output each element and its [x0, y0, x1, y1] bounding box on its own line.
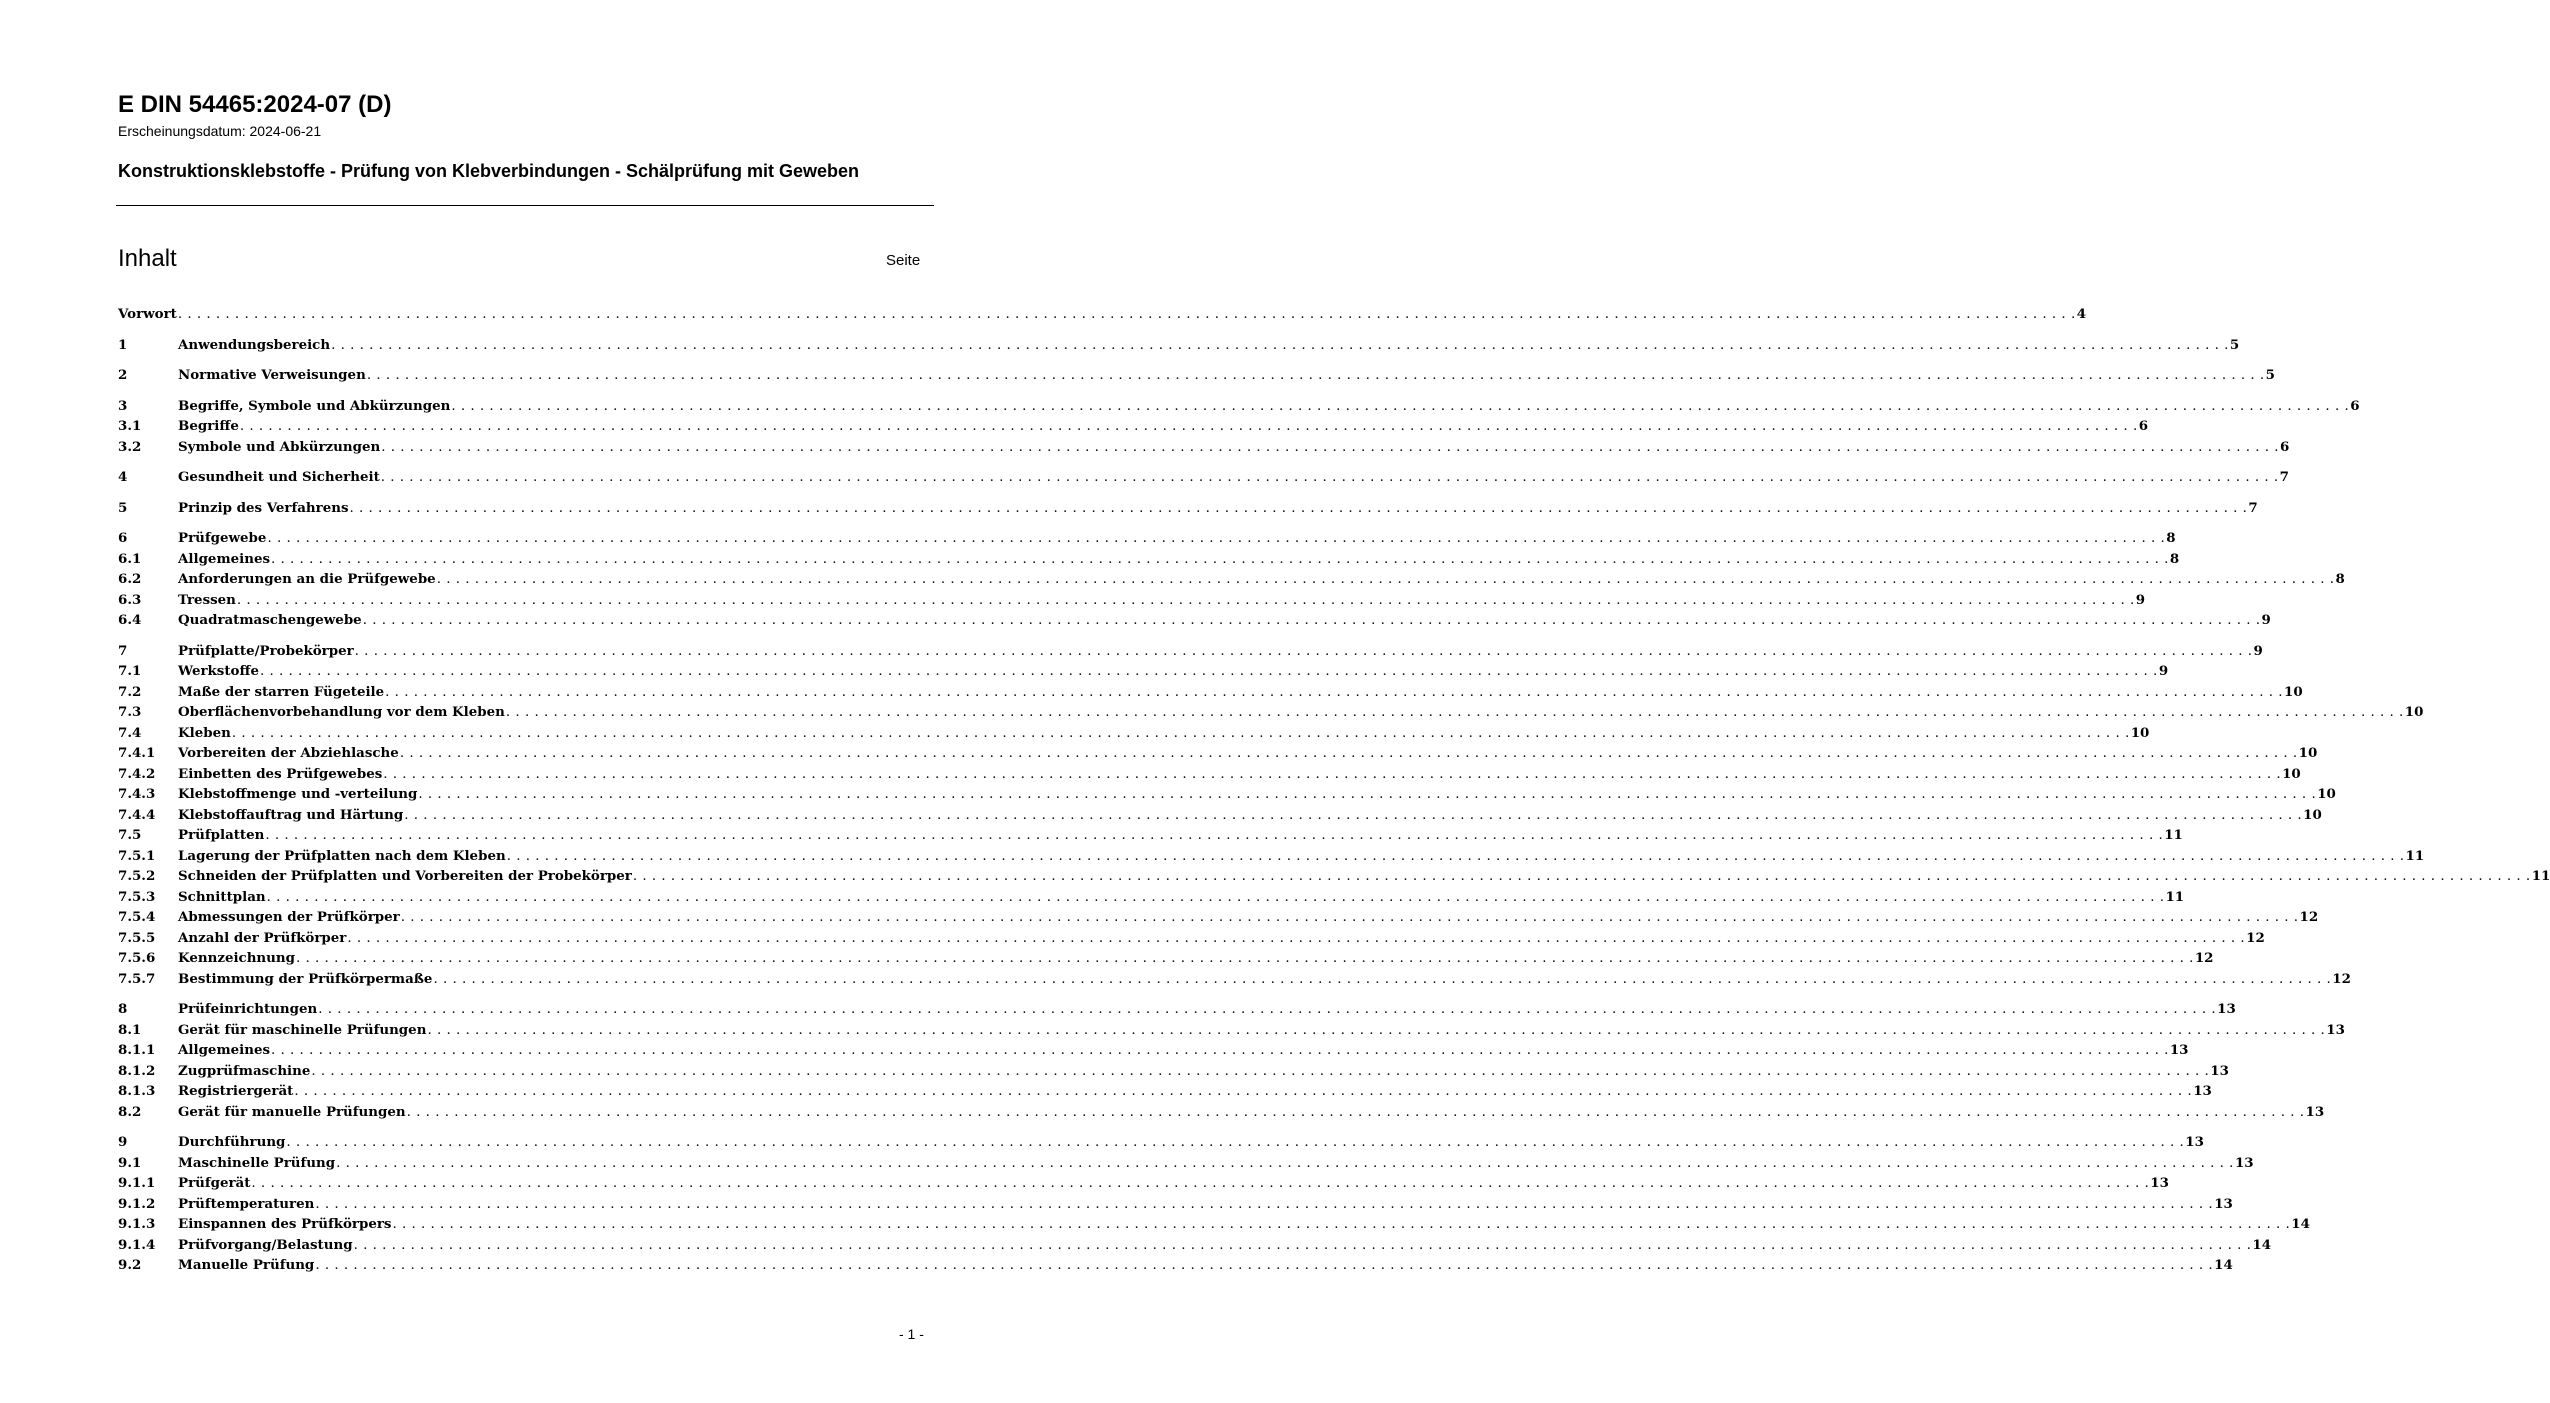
toc-entry-title: Normative Verweisungen: [178, 367, 366, 383]
toc-entry[interactable]: [118, 1173, 2169, 1194]
toc-entry[interactable]: [118, 805, 2322, 826]
toc-entry-number: 7.4.3: [118, 786, 156, 802]
toc-entry-title: Symbole und Abkürzungen: [178, 438, 381, 455]
toc-entry[interactable]: [118, 887, 2185, 908]
toc-entry-title: Klebstoffauftrag und Härtung: [178, 806, 404, 823]
toc-entry-page: 9: [2261, 612, 2271, 628]
toc-entry-title: Einbetten des Prüfgewebes: [178, 765, 383, 782]
toc-entry-number: 7.4: [118, 724, 142, 741]
toc-entry[interactable]: [118, 641, 2263, 662]
toc-entry-title: Begriffe: [178, 418, 239, 434]
toc-entry-title: Prüftemperaturen: [178, 1195, 315, 1212]
toc-entry[interactable]: [118, 784, 2336, 805]
toc-entry-number: 3.2: [118, 438, 142, 455]
toc-leader-dots: . . . . . . . . . . . . . . . . . . . . . . . . . . . . . . . . . . . . . . . . . . . . . . . . . . . . . . . . . . . . . . . . . . . . . . . . . . . . . . . . . . . . . . . . . . . . . . . . . . . . . . . . . . . . . . . . . . . . . . . . . . . . . . . . . . . . . . . . . . . . . . . . . . . . . . . . . . . . . . . . . . . . . . . . . . . . . . . . . . . . . . . . . . . . . . . . . . . . . . . .: [427, 1022, 2326, 1038]
toc-entry-number: 8: [118, 1001, 128, 1017]
page-column-label: Seite: [886, 252, 921, 269]
toc-entry-number: 9.1.3: [118, 1216, 156, 1232]
toc-entry-title: Durchführung: [178, 1134, 286, 1150]
toc-entry-title: Vorwort: [118, 306, 177, 322]
toc-entry[interactable]: [118, 1081, 2212, 1102]
toc-entry-number: 9.2: [118, 1257, 142, 1273]
document-title: Konstruktionsklebstoffe - Prüfung von Klebverbindungen - Schälprüfung mit Geweben: [118, 161, 860, 181]
toc-entry-page: 4: [2076, 306, 2087, 322]
toc-entry-title: Gerät für maschinelle Prüfungen: [178, 1021, 427, 1038]
toc-leader-dots: . . . . . . . . . . . . . . . . . . . . . . . . . . . . . . . . . . . . . . . . . . . . . . . . . . . . . . . . . . . . . . . . . . . . . . . . . . . . . . . . . . . . . . . . . . . . . . . . . . . . . . . . . . . . . . . . . . . . . . . . . . . . . . . . . . . . . . . . . . . . . . . . . . . . . . . . . . . . . . . . . . . . . . . . . . . . . . . . . . . . . . . . . . . . . . . . . . . . . . . .: [404, 807, 2303, 823]
toc-entry[interactable]: [118, 1102, 2325, 1123]
toc-entry-page: 6: [2138, 418, 2149, 434]
toc-entry-number: 9.1.1: [118, 1175, 156, 1191]
toc-entry-page: 10: [2282, 765, 2301, 782]
toc-entry-page: 6: [2350, 397, 2360, 414]
toc-entry[interactable]: [118, 1020, 2345, 1041]
toc-entry-number: 3: [118, 397, 128, 414]
toc-entry-page: 10: [2130, 724, 2150, 741]
toc-leader-dots: . . . . . . . . . . . . . . . . . . . . . . . . . . . . . . . . . . . . . . . . . . . . . . . . . . . . . . . . . . . . . . . . . . . . . . . . . . . . . . . . . . . . . . . . . . . . . . . . . . . . . . . . . . . . . . . . . . . . . . . . . . . . . . . . . . . . . . . . . . . . . . . . . . . . . . . . . . . . . . . . . . . . . . . . . . . . . . . . . . . . . . . . . . . . . . . . . . . . . . . .: [296, 951, 2194, 966]
toc-entry-number: 7.5.3: [118, 888, 156, 905]
toc-entry-title: Lagerung der Prüfplatten nach dem Kleben: [178, 847, 506, 864]
toc-entry-number: 7.5.4: [118, 909, 156, 925]
toc-entry[interactable]: [118, 498, 2258, 519]
toc-entry-number: 9.1: [118, 1154, 142, 1171]
toc-entry-number: 9.1.4: [118, 1236, 156, 1253]
toc-entry-page: 13: [2326, 1021, 2345, 1038]
toc-entry-title: Anzahl der Prüfkörper: [178, 929, 347, 946]
toc-leader-dots: . . . . . . . . . . . . . . . . . . . . . . . . . . . . . . . . . . . . . . . . . . . . . . . . . . . . . . . . . . . . . . . . . . . . . . . . . . . . . . . . . . . . . . . . . . . . . . . . . . . . . . . . . . . . . . . . . . . . . . . . . . . . . . . . . . . . . . . . . . . . . . . . . . . . . . . . . . . . . . . . . . . . . . . . . . . . . . . . . . . . . . . . . . . . . . . . . . . . . . . .: [266, 889, 2165, 905]
toc-entry-number: 7.4.4: [118, 806, 156, 823]
toc-leader-dots: . . . . . . . . . . . . . . . . . . . . . . . . . . . . . . . . . . . . . . . . . . . . . . . . . . . . . . . . . . . . . . . . . . . . . . . . . . . . . . . . . . . . . . . . . . . . . . . . . . . . . . . . . . . . . . . . . . . . . . . . . . . . . . . . . . . . . . . . . . . . . . . . . . . . . . . . . . . . . . . . . . . . . . . . . . . . . . . . . . . . . . . . . . . . . . . . . . . . . . . .: [392, 1217, 2291, 1232]
toc-entry-number: 9.1.2: [118, 1195, 156, 1212]
toc-entry-title: Prüfgewebe: [178, 530, 267, 546]
toc-entry-title: Allgemeines: [178, 1042, 271, 1058]
toc-entry-page: 13: [2185, 1134, 2204, 1150]
toc-entry-title: Einspannen des Prüfkörpers: [178, 1216, 392, 1232]
toc-entry[interactable]: [118, 1214, 2310, 1235]
toc-entry-page: 14: [2252, 1236, 2272, 1253]
toc-entry-page: 10: [2284, 683, 2303, 700]
toc-leader-dots: . . . . . . . . . . . . . . . . . . . . . . . . . . . . . . . . . . . . . . . . . . . . . . . . . . . . . . . . . . . . . . . . . . . . . . . . . . . . . . . . . . . . . . . . . . . . . . . . . . . . . . . . . . . . . . . . . . . . . . . . . . . . . . . . . . . . . . . . . . . . . . . . . . . . . . . . . . . . . . . . . . . . . . . . . . . . . . . . . . . . . . . . . . . . . . . . . . . . . . . .: [400, 910, 2299, 925]
toc-leader-dots: . . . . . . . . . . . . . . . . . . . . . . . . . . . . . . . . . . . . . . . . . . . . . . . . . . . . . . . . . . . . . . . . . . . . . . . . . . . . . . . . . . . . . . . . . . . . . . . . . . . . . . . . . . . . . . . . . . . . . . . . . . . . . . . . . . . . . . . . . . . . . . . . . . . . . . . . . . . . . . . . . . . . . . . . . . . . . . . . . . . . . . . . . . . . . . . . . . . . . . . .: [349, 500, 2248, 516]
toc-entry-page: 11: [2405, 847, 2425, 864]
toc-entry-title: Vorbereiten der Abziehlasche: [178, 745, 399, 761]
toc-entry[interactable]: [118, 396, 2360, 417]
toc-entry-page: 10: [2303, 806, 2322, 823]
toc-entry-number: 7.4.2: [118, 765, 156, 782]
toc-entry-page: 10: [2404, 704, 2424, 720]
toc-entry[interactable]: [118, 969, 2351, 990]
toc-entry-title: Tressen: [178, 591, 236, 608]
toc-leader-dots: . . . . . . . . . . . . . . . . . . . . . . . . . . . . . . . . . . . . . . . . . . . . . . . . . . . . . . . . . . . . . . . . . . . . . . . . . . . . . . . . . . . . . . . . . . . . . . . . . . . . . . . . . . . . . . . . . . . . . . . . . . . . . . . . . . . . . . . . . . . . . . . . . . . . . . . . . . . . . . . . . . . . . . . . . . . . . . . . . . . . . . . . . . . . . . . . . . . . . . . .: [294, 1084, 2193, 1099]
toc-entry-page: 8: [2166, 530, 2176, 546]
toc-leader-dots: . . . . . . . . . . . . . . . . . . . . . . . . . . . . . . . . . . . . . . . . . . . . . . . . . . . . . . . . . . . . . . . . . . . . . . . . . . . . . . . . . . . . . . . . . . . . . . . . . . . . . . . . . . . . . . . . . . . . . . . . . . . . . . . . . . . . . . . . . . . . . . . . . . . . . . . . . . . . . . . . . . . . . . . . . . . . . . . . . . . . . . . . . . . . . . . . . . . . . . . .: [362, 613, 2261, 628]
toc-entry-title: Schneiden der Prüfplatten und Vorbereiten der Probekörper: [178, 868, 632, 884]
toc-entry[interactable]: [118, 948, 2214, 969]
toc-leader-dots: . . . . . . . . . . . . . . . . . . . . . . . . . . . . . . . . . . . . . . . . . . . . . . . . . . . . . . . . . . . . . . . . . . . . . . . . . . . . . . . . . . . . . . . . . . . . . . . . . . . . . . . . . . . . . . . . . . . . . . . . . . . . . . . . . . . . . . . . . . . . . . . . . . . . . . . . . . . . . . . . . . . . . . . . . . . . . . . . . . . . . . . . . . . . . . . . . . . . . . . .: [331, 337, 2229, 353]
toc-leader-dots: . . . . . . . . . . . . . . . . . . . . . . . . . . . . . . . . . . . . . . . . . . . . . . . . . . . . . . . . . . . . . . . . . . . . . . . . . . . . . . . . . . . . . . . . . . . . . . . . . . . . . . . . . . . . . . . . . . . . . . . . . . . . . . . . . . . . . . . . . . . . . . . . . . . . . . . . . . . . . . . . . . . . . . . . . . . . . . . . . . . . . . . . . . . . . . . . . . . . . . . .: [251, 1176, 2150, 1191]
toc-leader-dots: . . . . . . . . . . . . . . . . . . . . . . . . . . . . . . . . . . . . . . . . . . . . . . . . . . . . . . . . . . . . . . . . . . . . . . . . . . . . . . . . . . . . . . . . . . . . . . . . . . . . . . . . . . . . . . . . . . . . . . . . . . . . . . . . . . . . . . . . . . . . . . . . . . . . . . . . . . . . . . . . . . . . . . . . . . . . . . . . . . . . . . . . . . . . . . . . . . . . . . . .: [433, 971, 2332, 987]
toc-entry[interactable]: [118, 928, 2265, 949]
toc-leader-dots: . . . . . . . . . . . . . . . . . . . . . . . . . . . . . . . . . . . . . . . . . . . . . . . . . . . . . . . . . . . . . . . . . . . . . . . . . . . . . . . . . . . . . . . . . . . . . . . . . . . . . . . . . . . . . . . . . . . . . . . . . . . . . . . . . . . . . . . . . . . . . . . . . . . . . . . . . . . . . . . . . . . . . . . . . . . . . . . . . . . . . . . . . . . . . . . . . . . . . . . .: [366, 368, 2265, 383]
toc-entry-title: Anforderungen an die Prüfgewebe: [178, 571, 436, 587]
toc-entry-title: Bestimmung der Prüfkörpermaße: [178, 970, 433, 987]
toc-entry-title: Prüfplatte/Probekörper: [178, 642, 354, 659]
title-divider: [116, 205, 934, 206]
toc-entry[interactable]: [118, 335, 2240, 356]
toc-entry-page: 12: [2194, 950, 2214, 966]
toc-entry[interactable]: [118, 1255, 2233, 1276]
toc-entry[interactable]: [118, 365, 2275, 386]
toc-leader-dots: . . . . . . . . . . . . . . . . . . . . . . . . . . . . . . . . . . . . . . . . . . . . . . . . . . . . . . . . . . . . . . . . . . . . . . . . . . . . . . . . . . . . . . . . . . . . . . . . . . . . . . . . . . . . . . . . . . . . . . . . . . . . . . . . . . . . . . . . . . . . . . . . . . . . . . . . . . . . . . . . . . . . . . . . . . . . . . . . . . . . . . . . . . . . . . . . . . . . . . . .: [177, 307, 2076, 322]
toc-leader-dots: . . . . . . . . . . . . . . . . . . . . . . . . . . . . . . . . . . . . . . . . . . . . . . . . . . . . . . . . . . . . . . . . . . . . . . . . . . . . . . . . . . . . . . . . . . . . . . . . . . . . . . . . . . . . . . . . . . . . . . . . . . . . . . . . . . . . . . . . . . . . . . . . . . . . . . . . . . . . . . . . . . . . . . . . . . . . . . . . . . . . . . . . . . . . . . . . . . . . . . . .: [381, 439, 2280, 455]
page-number: - 1 -: [899, 1326, 924, 1342]
toc-entry[interactable]: [118, 825, 2183, 846]
toc-entry-page: 12: [2299, 909, 2319, 925]
toc-leader-dots: . . . . . . . . . . . . . . . . . . . . . . . . . . . . . . . . . . . . . . . . . . . . . . . . . . . . . . . . . . . . . . . . . . . . . . . . . . . . . . . . . . . . . . . . . . . . . . . . . . . . . . . . . . . . . . . . . . . . . . . . . . . . . . . . . . . . . . . . . . . . . . . . . . . . . . . . . . . . . . . . . . . . . . . . . . . . . . . . . . . . . . . . . . . . . . . . . . . . . . . .: [354, 643, 2253, 659]
toc-entry-number: 8.2: [118, 1103, 142, 1120]
toc-entry-page: 14: [2214, 1257, 2233, 1273]
toc-entry-number: 7.5: [118, 827, 142, 843]
toc-entry-number: 7.3: [118, 704, 142, 720]
toc-entry-page: 10: [2298, 745, 2318, 761]
toc-leader-dots: . . . . . . . . . . . . . . . . . . . . . . . . . . . . . . . . . . . . . . . . . . . . . . . . . . . . . . . . . . . . . . . . . . . . . . . . . . . . . . . . . . . . . . . . . . . . . . . . . . . . . . . . . . . . . . . . . . . . . . . . . . . . . . . . . . . . . . . . . . . . . . . . . . . . . . . . . . . . . . . . . . . . . . . . . . . . . . . . . . . . . . . . . . . . . . . . . . . . . . . .: [418, 787, 2317, 802]
toc-entry[interactable]: [118, 590, 2146, 611]
toc-leader-dots: . . . . . . . . . . . . . . . . . . . . . . . . . . . . . . . . . . . . . . . . . . . . . . . . . . . . . . . . . . . . . . . . . . . . . . . . . . . . . . . . . . . . . . . . . . . . . . . . . . . . . . . . . . . . . . . . . . . . . . . . . . . . . . . . . . . . . . . . . . . . . . . . . . . . . . . . . . . . . . . . . . . . . . . . . . . . . . . . . . . . . . . . . . . . . . . . . . . . . . . .: [406, 1104, 2305, 1120]
toc-entry[interactable]: [118, 1040, 2189, 1061]
toc-entry[interactable]: [118, 610, 2271, 631]
toc-entry[interactable]: [118, 682, 2303, 703]
toc-entry-title: Maschinelle Prüfung: [178, 1154, 336, 1171]
toc-entry-page: 7: [2248, 499, 2258, 516]
toc-entry[interactable]: [118, 569, 2345, 590]
toc-entry-number: 9: [118, 1134, 128, 1150]
toc-entry[interactable]: [118, 304, 2087, 325]
toc-leader-dots: . . . . . . . . . . . . . . . . . . . . . . . . . . . . . . . . . . . . . . . . . . . . . . . . . . . . . . . . . . . . . . . . . . . . . . . . . . . . . . . . . . . . . . . . . . . . . . . . . . . . . . . . . . . . . . . . . . . . . . . . . . . . . . . . . . . . . . . . . . . . . . . . . . . . . . . . . . . . . . . . . . . . . . . . . . . . . . . . . . . . . . . . . . . . . . . . . . . . . . . .: [315, 1258, 2214, 1273]
toc-entry-title: Schnittplan: [178, 888, 266, 905]
toc-entry-title: Prüfgerät: [178, 1175, 251, 1191]
toc-entry-number: 7.2: [118, 683, 142, 700]
toc-entry-page: 10: [2317, 786, 2336, 802]
toc-entry-number: 7.5.2: [118, 868, 156, 884]
toc-leader-dots: . . . . . . . . . . . . . . . . . . . . . . . . . . . . . . . . . . . . . . . . . . . . . . . . . . . . . . . . . . . . . . . . . . . . . . . . . . . . . . . . . . . . . . . . . . . . . . . . . . . . . . . . . . . . . . . . . . . . . . . . . . . . . . . . . . . . . . . . . . . . . . . . . . . . . . . . . . . . . . . . . . . . . . . . . . . . . . . . . . . . . . . . . . . . . . . . . . . . . . . .: [265, 828, 2164, 843]
toc-entry-page: 13: [2150, 1175, 2169, 1191]
toc-entry[interactable]: [118, 528, 2176, 549]
toc-entry-page: 9: [2253, 642, 2263, 659]
toc-entry-title: Begriffe, Symbole und Abkürzungen: [178, 397, 451, 414]
toc-leader-dots: . . . . . . . . . . . . . . . . . . . . . . . . . . . . . . . . . . . . . . . . . . . . . . . . . . . . . . . . . . . . . . . . . . . . . . . . . . . . . . . . . . . . . . . . . . . . . . . . . . . . . . . . . . . . . . . . . . . . . . . . . . . . . . . . . . . . . . . . . . . . . . . . . . . . . . . . . . . . . . . . . . . . . . . . . . . . . . . . . . . . . . . . . . . . . . . . . . . . . . . .: [336, 1155, 2234, 1171]
toc-entry[interactable]: [118, 416, 2149, 437]
toc-leader-dots: . . . . . . . . . . . . . . . . . . . . . . . . . . . . . . . . . . . . . . . . . . . . . . . . . . . . . . . . . . . . . . . . . . . . . . . . . . . . . . . . . . . . . . . . . . . . . . . . . . . . . . . . . . . . . . . . . . . . . . . . . . . . . . . . . . . . . . . . . . . . . . . . . . . . . . . . . . . . . . . . . . . . . . . . . . . . . . . . . . . . . . . . . . . . . . . . . . . . . . . .: [451, 398, 2350, 414]
toc-leader-dots: . . . . . . . . . . . . . . . . . . . . . . . . . . . . . . . . . . . . . . . . . . . . . . . . . . . . . . . . . . . . . . . . . . . . . . . . . . . . . . . . . . . . . . . . . . . . . . . . . . . . . . . . . . . . . . . . . . . . . . . . . . . . . . . . . . . . . . . . . . . . . . . . . . . . . . . . . . . . . . . . . . . . . . . . . . . . . . . . . . . . . . . . . . . . . . . . . . . . . . . .: [236, 592, 2135, 608]
toc-leader-dots: . . . . . . . . . . . . . . . . . . . . . . . . . . . . . . . . . . . . . . . . . . . . . . . . . . . . . . . . . . . . . . . . . . . . . . . . . . . . . . . . . . . . . . . . . . . . . . . . . . . . . . . . . . . . . . . . . . . . . . . . . . . . . . . . . . . . . . . . . . . . . . . . . . . . . . . . . . . . . . . . . . . . . . . . . . . . . . . . . . . . . . . . . . . . . . . . . . . . . . . .: [385, 684, 2284, 700]
toc-entry-title: Kennzeichnung: [178, 950, 296, 966]
toc-leader-dots: . . . . . . . . . . . . . . . . . . . . . . . . . . . . . . . . . . . . . . . . . . . . . . . . . . . . . . . . . . . . . . . . . . . . . . . . . . . . . . . . . . . . . . . . . . . . . . . . . . . . . . . . . . . . . . . . . . . . . . . . . . . . . . . . . . . . . . . . . . . . . . . . . . . . . . . . . . . . . . . . . . . . . . . . . . . . . . . . . . . . . . . . . . . . . . . . . . . . . . . .: [286, 1135, 2185, 1150]
toc-entry[interactable]: [118, 764, 2301, 785]
toc-entry-page: 11: [2164, 827, 2183, 843]
toc-heading: Inhalt: [118, 245, 177, 272]
toc-entry[interactable]: [118, 549, 2180, 570]
toc-entry-title: Zugprüfmaschine: [178, 1062, 311, 1079]
toc-leader-dots: . . . . . . . . . . . . . . . . . . . . . . . . . . . . . . . . . . . . . . . . . . . . . . . . . . . . . . . . . . . . . . . . . . . . . . . . . . . . . . . . . . . . . . . . . . . . . . . . . . . . . . . . . . . . . . . . . . . . . . . . . . . . . . . . . . . . . . . . . . . . . . . . . . . . . . . . . . . . . . . . . . . . . . . . . . . . . . . . . . . . . . . . . . . . . . . . . . . . . . . .: [353, 1237, 2252, 1253]
toc-leader-dots: . . . . . . . . . . . . . . . . . . . . . . . . . . . . . . . . . . . . . . . . . . . . . . . . . . . . . . . . . . . . . . . . . . . . . . . . . . . . . . . . . . . . . . . . . . . . . . . . . . . . . . . . . . . . . . . . . . . . . . . . . . . . . . . . . . . . . . . . . . . . . . . . . . . . . . . . . . . . . . . . . . . . . . . . . . . . . . . . . . . . . . . . . . . . . . . . . . . . . . . .: [399, 746, 2298, 761]
toc-entry[interactable]: [118, 437, 2290, 458]
toc-entry-number: 7.4.1: [118, 745, 156, 761]
toc-entry[interactable]: [118, 743, 2318, 764]
toc-entry-number: 6.4: [118, 612, 142, 628]
toc-entry-title: Prüfvorgang/Belastung: [178, 1236, 353, 1253]
toc-entry-number: 6.1: [118, 550, 142, 567]
toc-entry-title: Prinzip des Verfahrens: [178, 499, 349, 516]
toc-entry-page: 13: [2193, 1083, 2212, 1099]
toc-entry-page: 13: [2234, 1154, 2254, 1171]
toc-entry-number: 7.5.6: [118, 950, 156, 966]
toc-entry-title: Quadratmaschengewebe: [178, 612, 362, 628]
toc-leader-dots: . . . . . . . . . . . . . . . . . . . . . . . . . . . . . . . . . . . . . . . . . . . . . . . . . . . . . . . . . . . . . . . . . . . . . . . . . . . . . . . . . . . . . . . . . . . . . . . . . . . . . . . . . . . . . . . . . . . . . . . . . . . . . . . . . . . . . . . . . . . . . . . . . . . . . . . . . . . . . . . . . . . . . . . . . . . . . . . . . . . . . . . . . . . . . . . . . . . . . . . .: [506, 848, 2405, 864]
toc-entry-title: Maße der starren Fügeteile: [178, 683, 385, 700]
toc-leader-dots: . . . . . . . . . . . . . . . . . . . . . . . . . . . . . . . . . . . . . . . . . . . . . . . . . . . . . . . . . . . . . . . . . . . . . . . . . . . . . . . . . . . . . . . . . . . . . . . . . . . . . . . . . . . . . . . . . . . . . . . . . . . . . . . . . . . . . . . . . . . . . . . . . . . . . . . . . . . . . . . . . . . . . . . . . . . . . . . . . . . . . . . . . . . . . . . . . . . . . . . .: [259, 664, 2158, 679]
toc-leader-dots: . . . . . . . . . . . . . . . . . . . . . . . . . . . . . . . . . . . . . . . . . . . . . . . . . . . . . . . . . . . . . . . . . . . . . . . . . . . . . . . . . . . . . . . . . . . . . . . . . . . . . . . . . . . . . . . . . . . . . . . . . . . . . . . . . . . . . . . . . . . . . . . . . . . . . . . . . . . . . . . . . . . . . . . . . . . . . . . . . . . . . . . . . . . . . . . . . . . . . . . .: [347, 930, 2246, 946]
toc-entry-page: 8: [2335, 571, 2345, 587]
toc-entry-title: Klebstoffmenge und -verteilung: [178, 786, 418, 802]
toc-entry-page: 5: [2229, 336, 2240, 353]
toc-entry-number: 7.5.1: [118, 847, 156, 864]
toc-entry-number: 7.1: [118, 663, 142, 679]
toc-entry-page: 11: [2165, 888, 2185, 905]
toc-entry[interactable]: [118, 907, 2319, 928]
toc-entry-title: Werkstoffe: [178, 663, 259, 679]
toc-entry-title: Allgemeines: [178, 550, 271, 567]
toc-entry[interactable]: [118, 999, 2236, 1020]
toc-entry-page: 14: [2291, 1216, 2310, 1232]
toc-entry[interactable]: [118, 723, 2150, 744]
toc-leader-dots: . . . . . . . . . . . . . . . . . . . . . . . . . . . . . . . . . . . . . . . . . . . . . . . . . . . . . . . . . . . . . . . . . . . . . . . . . . . . . . . . . . . . . . . . . . . . . . . . . . . . . . . . . . . . . . . . . . . . . . . . . . . . . . . . . . . . . . . . . . . . . . . . . . . . . . . . . . . . . . . . . . . . . . . . . . . . . . . . . . . . . . . . . . . . . . . . . . . . . . . .: [231, 725, 2130, 741]
toc-entry-number: 7: [118, 642, 128, 659]
toc-entry[interactable]: [118, 1235, 2272, 1256]
toc-entry-title: Oberflächenvorbehandlung vor dem Kleben: [178, 704, 505, 720]
toc-entry-number: 8.1.3: [118, 1083, 156, 1099]
toc-entry[interactable]: [118, 467, 2289, 488]
toc-entry-number: 3.1: [118, 418, 142, 434]
publication-date: Erscheinungsdatum: 2024-06-21: [118, 123, 322, 139]
toc-entry-title: Kleben: [178, 724, 231, 741]
toc-entry-page: 9: [2158, 663, 2169, 679]
toc-entry-number: 4: [118, 469, 128, 485]
toc-entry-page: 13: [2217, 1001, 2236, 1017]
toc-leader-dots: . . . . . . . . . . . . . . . . . . . . . . . . . . . . . . . . . . . . . . . . . . . . . . . . . . . . . . . . . . . . . . . . . . . . . . . . . . . . . . . . . . . . . . . . . . . . . . . . . . . . . . . . . . . . . . . . . . . . . . . . . . . . . . . . . . . . . . . . . . . . . . . . . . . . . . . . . . . . . . . . . . . . . . . . . . . . . . . . . . . . . . . . . . . . . . . . . . . . . . . .: [380, 470, 2279, 485]
toc-entry-page: 12: [2332, 970, 2351, 987]
toc-entry-title: Gerät für manuelle Prüfungen: [178, 1103, 406, 1120]
toc-entry-page: 12: [2246, 929, 2265, 946]
toc-entry-title: Anwendungsbereich: [178, 336, 331, 353]
toc-entry-number: 8.1: [118, 1021, 142, 1038]
toc-entry-title: Abmessungen der Prüfkörper: [178, 909, 400, 925]
toc-entry-page: 8: [2169, 550, 2180, 567]
toc-entry-number: 6.2: [118, 571, 142, 587]
toc-entry-title: Manuelle Prüfung: [178, 1257, 315, 1273]
toc-entry-page: 13: [2214, 1195, 2233, 1212]
toc-entry[interactable]: [118, 661, 2169, 682]
toc-entry-number: 1: [118, 336, 128, 353]
toc-leader-dots: . . . . . . . . . . . . . . . . . . . . . . . . . . . . . . . . . . . . . . . . . . . . . . . . . . . . . . . . . . . . . . . . . . . . . . . . . . . . . . . . . . . . . . . . . . . . . . . . . . . . . . . . . . . . . . . . . . . . . . . . . . . . . . . . . . . . . . . . . . . . . . . . . . . . . . . . . . . . . . . . . . . . . . . . . . . . . . . . . . . . . . . . . . . . . . . . . . . . . . . .: [383, 766, 2282, 782]
toc-entry[interactable]: [118, 1153, 2254, 1174]
toc-entry-title: Prüfeinrichtungen: [178, 1001, 318, 1017]
toc-entry[interactable]: [118, 702, 2424, 723]
toc-entry[interactable]: [118, 1132, 2204, 1153]
toc-leader-dots: . . . . . . . . . . . . . . . . . . . . . . . . . . . . . . . . . . . . . . . . . . . . . . . . . . . . . . . . . . . . . . . . . . . . . . . . . . . . . . . . . . . . . . . . . . . . . . . . . . . . . . . . . . . . . . . . . . . . . . . . . . . . . . . . . . . . . . . . . . . . . . . . . . . . . . . . . . . . . . . . . . . . . . . . . . . . . . . . . . . . . . . . . . . . . . . . . . . . . . . .: [436, 572, 2335, 587]
toc-leader-dots: . . . . . . . . . . . . . . . . . . . . . . . . . . . . . . . . . . . . . . . . . . . . . . . . . . . . . . . . . . . . . . . . . . . . . . . . . . . . . . . . . . . . . . . . . . . . . . . . . . . . . . . . . . . . . . . . . . . . . . . . . . . . . . . . . . . . . . . . . . . . . . . . . . . . . . . . . . . . . . . . . . . . . . . . . . . . . . . . . . . . . . . . . . . . . . . . . . . . . . . .: [505, 705, 2404, 720]
toc-entry-page: 5: [2265, 367, 2275, 383]
toc-leader-dots: . . . . . . . . . . . . . . . . . . . . . . . . . . . . . . . . . . . . . . . . . . . . . . . . . . . . . . . . . . . . . . . . . . . . . . . . . . . . . . . . . . . . . . . . . . . . . . . . . . . . . . . . . . . . . . . . . . . . . . . . . . . . . . . . . . . . . . . . . . . . . . . . . . . . . . . . . . . . . . . . . . . . . . . . . . . . . . . . . . . . . . . . . . . . . . . . . . . . . . . .: [271, 551, 2169, 567]
toc-leader-dots: . . . . . . . . . . . . . . . . . . . . . . . . . . . . . . . . . . . . . . . . . . . . . . . . . . . . . . . . . . . . . . . . . . . . . . . . . . . . . . . . . . . . . . . . . . . . . . . . . . . . . . . . . . . . . . . . . . . . . . . . . . . . . . . . . . . . . . . . . . . . . . . . . . . . . . . . . . . . . . . . . . . . . . . . . . . . . . . . . . . . . . . . . . . . . . . . . . . . . . . .: [267, 531, 2166, 546]
table-of-contents: [118, 304, 2550, 1276]
toc-entry-number: 8.1.1: [118, 1042, 156, 1058]
toc-entry-page: 6: [2280, 438, 2290, 455]
document-id: E DIN 54465:2024-07 (D): [118, 91, 392, 118]
toc-leader-dots: . . . . . . . . . . . . . . . . . . . . . . . . . . . . . . . . . . . . . . . . . . . . . . . . . . . . . . . . . . . . . . . . . . . . . . . . . . . . . . . . . . . . . . . . . . . . . . . . . . . . . . . . . . . . . . . . . . . . . . . . . . . . . . . . . . . . . . . . . . . . . . . . . . . . . . . . . . . . . . . . . . . . . . . . . . . . . . . . . . . . . . . . . . . . . . . . . . . . . . . .: [311, 1063, 2210, 1079]
toc-entry[interactable]: [118, 846, 2425, 867]
toc-entry-number: 7.5.5: [118, 929, 156, 946]
toc-entry-page: 13: [2305, 1103, 2325, 1120]
toc-entry-page: 13: [2169, 1042, 2189, 1058]
toc-leader-dots: . . . . . . . . . . . . . . . . . . . . . . . . . . . . . . . . . . . . . . . . . . . . . . . . . . . . . . . . . . . . . . . . . . . . . . . . . . . . . . . . . . . . . . . . . . . . . . . . . . . . . . . . . . . . . . . . . . . . . . . . . . . . . . . . . . . . . . . . . . . . . . . . . . . . . . . . . . . . . . . . . . . . . . . . . . . . . . . . . . . . . . . . . . . . . . . . . . . . . . . .: [315, 1196, 2214, 1212]
toc-entry-number: 5: [118, 499, 128, 516]
toc-leader-dots: . . . . . . . . . . . . . . . . . . . . . . . . . . . . . . . . . . . . . . . . . . . . . . . . . . . . . . . . . . . . . . . . . . . . . . . . . . . . . . . . . . . . . . . . . . . . . . . . . . . . . . . . . . . . . . . . . . . . . . . . . . . . . . . . . . . . . . . . . . . . . . . . . . . . . . . . . . . . . . . . . . . . . . . . . . . . . . . . . . . . . . . . . . . . . . . . . . . . . . . .: [632, 869, 2531, 884]
toc-entry[interactable]: [118, 866, 2550, 887]
toc-entry-title: Registriergerät: [178, 1083, 294, 1099]
toc-entry-page: 11: [2531, 868, 2550, 884]
toc-leader-dots: . . . . . . . . . . . . . . . . . . . . . . . . . . . . . . . . . . . . . . . . . . . . . . . . . . . . . . . . . . . . . . . . . . . . . . . . . . . . . . . . . . . . . . . . . . . . . . . . . . . . . . . . . . . . . . . . . . . . . . . . . . . . . . . . . . . . . . . . . . . . . . . . . . . . . . . . . . . . . . . . . . . . . . . . . . . . . . . . . . . . . . . . . . . . . . . . . . . . . . . .: [239, 419, 2138, 434]
toc-entry-number: 8.1.2: [118, 1062, 156, 1079]
toc-entry[interactable]: [118, 1061, 2229, 1082]
toc-entry-number: 6.3: [118, 591, 142, 608]
toc-entry-number: 2: [118, 367, 128, 383]
toc-leader-dots: . . . . . . . . . . . . . . . . . . . . . . . . . . . . . . . . . . . . . . . . . . . . . . . . . . . . . . . . . . . . . . . . . . . . . . . . . . . . . . . . . . . . . . . . . . . . . . . . . . . . . . . . . . . . . . . . . . . . . . . . . . . . . . . . . . . . . . . . . . . . . . . . . . . . . . . . . . . . . . . . . . . . . . . . . . . . . . . . . . . . . . . . . . . . . . . . . . . . . . . .: [318, 1002, 2217, 1017]
toc-entry-number: 7.5.7: [118, 970, 156, 987]
toc-entry-title: Gesundheit und Sicherheit: [178, 469, 380, 485]
toc-entry-page: 9: [2135, 591, 2146, 608]
toc-entry-title: Prüfplatten: [178, 827, 265, 843]
toc-leader-dots: . . . . . . . . . . . . . . . . . . . . . . . . . . . . . . . . . . . . . . . . . . . . . . . . . . . . . . . . . . . . . . . . . . . . . . . . . . . . . . . . . . . . . . . . . . . . . . . . . . . . . . . . . . . . . . . . . . . . . . . . . . . . . . . . . . . . . . . . . . . . . . . . . . . . . . . . . . . . . . . . . . . . . . . . . . . . . . . . . . . . . . . . . . . . . . . . . . . . . . . .: [271, 1043, 2169, 1058]
toc-entry-page: 7: [2279, 469, 2289, 485]
toc-entry[interactable]: [118, 1194, 2233, 1215]
toc-entry-page: 13: [2210, 1062, 2229, 1079]
toc-entry-number: 6: [118, 530, 128, 546]
